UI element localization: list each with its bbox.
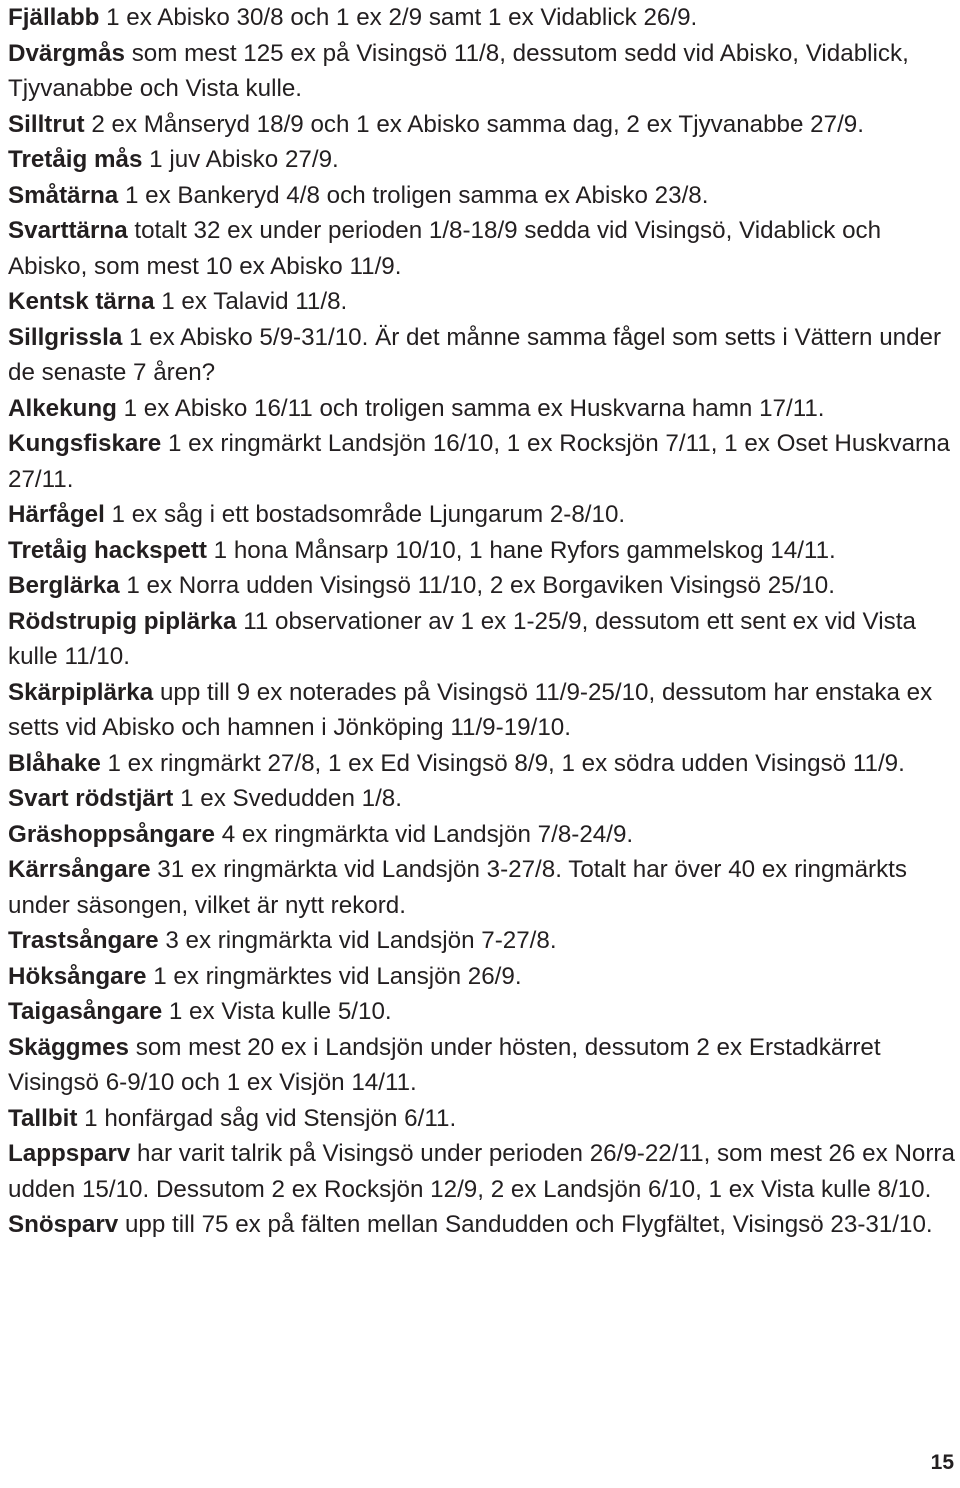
observation-text: 1 ex Vista kulle 5/10. [162,998,392,1025]
observation-text: som mest 125 ex på Visingsö 11/8, dessutom sedd vid Abisko, Vidablick, Tjyvanabbe och Vista kulle. [8,39,909,102]
observation-entry [8,0,956,36]
species-name: Höksångare [8,962,147,990]
species-name: Berglärka [8,572,120,599]
species-name: Trastsångare [8,927,159,954]
species-name: Skärpiplärka [8,678,154,706]
observation-text: 1 juv Abisko 27/9. [142,146,339,173]
observation-entry [8,284,956,320]
species-name: Fjällabb [8,4,100,31]
observation-entry [8,746,956,782]
observation-entry [8,817,956,853]
observation-text: 1 ex Abisko 30/8 och 1 ex 2/9 samt 1 ex Vidablick 26/9. [99,4,698,31]
observation-text: 1 hona Månsarp 10/10, 1 hane Ryfors gammelskog 14/11. [206,536,836,564]
bird-observations-list [8,0,956,1243]
observation-entry [8,213,956,284]
observation-entry [8,781,956,817]
observation-entry [8,994,956,1030]
observation-text: 1 ex Svedudden 1/8. [173,785,402,812]
species-name: Tretåig hackspett [8,536,207,564]
species-name: Tallbit [8,1104,78,1132]
species-name: Taigasångare [8,998,163,1025]
species-name: Dvärgmås [8,39,125,67]
observation-text: 31 ex ringmärkta vid Landsjön 3-27/8. Totalt har över 40 ex ringmärkts under säsongen, vilket är nytt rekord. [8,856,907,919]
observation-entry [8,36,956,107]
observation-text: har varit talrik på Visingsö under perioden 26/9-22/11, som mest 26 ex Norra udden 15/10. Dessutom 2 ex Rocksjön 12/9, 2 ex Landsjön 6/10, 1 ex Vista kulle 8/10. [8,1140,955,1203]
observation-entry [8,1030,956,1101]
species-name: Kungsfiskare [8,430,162,457]
observation-entry [8,1207,956,1243]
species-name: Blåhake [8,749,101,777]
observation-entry [8,568,956,604]
observation-text: 1 ex ringmärkt 27/8, 1 ex Ed Visingsö 8/9, 1 ex södra udden Visingsö 11/9. [100,749,905,777]
species-name: Småtärna [8,181,119,209]
species-name: Alkekung [8,394,117,422]
observation-entry [8,107,956,143]
page-number: 15 [930,1451,954,1474]
observation-text: 1 ex Bankeryd 4/8 och troligen samma ex Abisko 23/8. [118,181,709,209]
observation-text: 2 ex Månseryd 18/9 och 1 ex Abisko samma dag, 2 ex Tjyvanabbe 27/9. [84,110,864,138]
species-name: Svarttärna [8,217,128,244]
observation-text: 1 ex Talavid 11/8. [154,288,348,315]
observation-text: 1 ex Norra udden Visingsö 11/10, 2 ex Borgaviken Visingsö 25/10. [119,572,835,599]
observation-entry [8,959,956,995]
species-name: Svart rödstjärt [8,785,174,812]
observation-entry [8,391,956,427]
species-name: Lappsparv [8,1140,131,1167]
species-name: Rödstrupig piplärka [8,607,237,635]
species-name: Kentsk tärna [8,288,155,315]
observation-entry [8,1136,956,1207]
observation-entry [8,320,956,391]
observation-text: 1 honfärgad såg vid Stensjön 6/11. [77,1104,457,1132]
observation-text: 4 ex ringmärkta vid Landsjön 7/8-24/9. [215,820,634,848]
observation-entry [8,923,956,959]
observation-entry [8,675,956,746]
observation-text: 1 ex såg i ett bostadsområde Ljungarum 2-8/10. [104,501,626,528]
species-name: Härfågel [8,501,105,528]
species-name: Silltrut [8,110,85,138]
observation-text: 1 ex ringmärkt Landsjön 16/10, 1 ex Rocksjön 7/11, 1 ex Oset Huskvarna 27/11. [8,430,951,493]
species-name: Sillgrissla [8,323,123,351]
species-name: Kärrsångare [8,856,151,883]
observation-entry [8,142,956,178]
observation-text: totalt 32 ex under perioden 1/8-18/9 sedda vid Visingsö, Vidablick och Abisko, som mest 10 ex Abisko 11/9. [8,217,882,280]
observation-entry [8,178,956,214]
observation-text: 11 observationer av 1 ex 1-25/9, dessutom ett sent ex vid Vista kulle 11/10. [8,607,916,670]
observation-entry [8,497,956,533]
observation-entry [8,604,956,675]
observation-text: 1 ex Abisko 5/9-31/10. Är det månne samma fågel som setts i Vättern under de senaste 7 åren? [8,323,942,386]
species-name: Snösparv [8,1211,119,1238]
observation-entry [8,1101,956,1137]
species-name: Skäggmes [8,1033,129,1061]
observation-text: upp till 75 ex på fälten mellan Sandudden och Flygfältet, Visingsö 23-31/10. [118,1211,933,1238]
observation-text: upp till 9 ex noterades på Visingsö 11/9-25/10, dessutom har enstaka ex setts vid Abisko och hamnen i Jönköping 11/9-19/10. [8,678,933,741]
observation-entry [8,533,956,569]
observation-entry [8,852,956,923]
observation-text: 1 ex Abisko 16/11 och troligen samma ex Huskvarna hamn 17/11. [116,394,825,422]
observation-text: som mest 20 ex i Landsjön under hösten, dessutom 2 ex Erstadkärret Visingsö 6-9/10 och 1 ex Visjön 14/11. [8,1033,881,1096]
species-name: Gräshoppsångare [8,820,215,848]
observation-text: 3 ex ringmärkta vid Landsjön 7-27/8. [158,927,557,954]
observation-entry [8,426,956,497]
species-name: Tretåig mås [8,146,143,173]
observation-text: 1 ex ringmärktes vid Lansjön 26/9. [146,962,522,990]
